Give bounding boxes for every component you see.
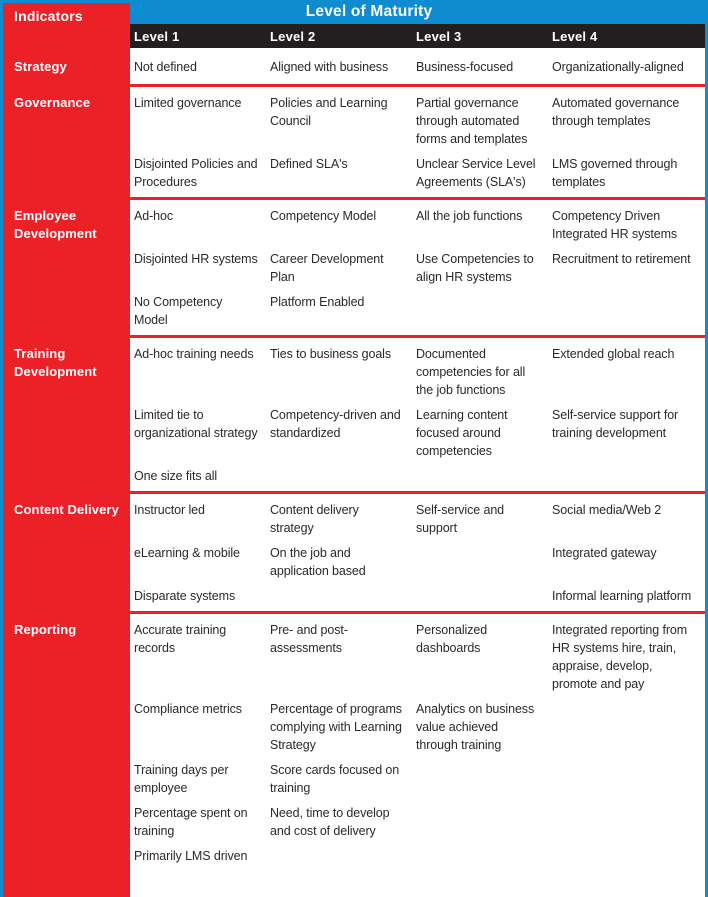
maturity-item: Policies and Learning Council [270, 96, 388, 128]
section-reporting [3, 614, 705, 897]
item-row [130, 293, 705, 329]
maturity-item: Training days per employee [134, 763, 229, 795]
maturity-item: Integrated gateway [552, 546, 657, 560]
maturity-item: Platform Enabled [270, 295, 365, 309]
main-content [3, 24, 705, 897]
maturity-item: Percentage spent on training [134, 806, 248, 838]
maturity-item: Use Competencies to align HR systems [416, 252, 534, 284]
maturity-item: Primarily LMS driven [134, 849, 248, 863]
maturity-item: Disjointed HR systems [134, 252, 258, 266]
maturity-item [548, 761, 705, 797]
item-row [130, 621, 705, 693]
maturity-item: Instructor led [134, 503, 205, 517]
level-label-1: Level 1 [134, 28, 180, 44]
maturity-item: Competency Model [270, 209, 377, 223]
section-items [130, 614, 705, 897]
indicator-label: Training Development [14, 346, 97, 379]
maturity-item: Disjointed Policies and Procedures [134, 157, 258, 189]
maturity-item [548, 467, 705, 485]
maturity-item: Ad-hoc [134, 209, 174, 223]
section-items [130, 494, 705, 614]
maturity-item: Disparate systems [134, 589, 236, 603]
maturity-item: Need, time to develop and cost of delivery [270, 806, 390, 838]
item-row [130, 250, 705, 286]
maturity-item: On the job and application based [270, 546, 366, 578]
maturity-item: Recruitment to retirement [552, 252, 691, 266]
maturity-item: Partial governance through automated forms and templates [416, 96, 528, 146]
section-training-development [3, 338, 705, 494]
maturity-item: All the job functions [416, 209, 523, 223]
maturity-item: Ad-hoc training needs [134, 347, 254, 361]
maturity-item: Limited tie to organizational strategy [134, 408, 258, 440]
maturity-title: Level of Maturity [305, 3, 433, 20]
indicators-heading: Indicators [14, 8, 83, 24]
section-items [130, 48, 705, 87]
section-items [130, 200, 705, 338]
maturity-item: Social media/Web 2 [552, 503, 662, 517]
maturity-item: Automated governance through templates [552, 96, 680, 128]
maturity-item: Score cards focused on training [270, 763, 400, 795]
maturity-item: Self-service support for training development [552, 408, 679, 440]
section-content-delivery [3, 494, 705, 614]
maturity-item: Competency Driven Integrated HR systems [552, 209, 678, 241]
maturity-item [266, 587, 412, 605]
item-row [130, 94, 705, 148]
level-header-bar [130, 24, 705, 48]
maturity-item: Limited governance [134, 96, 242, 110]
maturity-item: Accurate training records [134, 623, 227, 655]
maturity-item: Aligned with business [270, 60, 389, 74]
maturity-item: Organizationally-aligned [552, 60, 684, 74]
maturity-item: Defined SLA's [270, 157, 348, 171]
section-employee-development [3, 200, 705, 338]
indicator-label: Governance [14, 95, 91, 110]
maturity-item: eLearning & mobile [134, 546, 240, 560]
maturity-item [412, 587, 548, 605]
maturity-item: Percentage of programs complying with Learning Strategy [270, 702, 402, 752]
maturity-item [548, 293, 705, 329]
section-strategy [3, 48, 705, 87]
item-row [130, 207, 705, 243]
item-row [130, 501, 705, 537]
maturity-item: No Competency Model [134, 295, 223, 327]
maturity-item: Extended global reach [552, 347, 675, 361]
section-items [130, 338, 705, 494]
item-row [130, 406, 705, 460]
maturity-item [266, 847, 412, 865]
maturity-item [548, 700, 705, 754]
maturity-item: Documented competencies for all the job functions [416, 347, 526, 397]
maturity-item [412, 847, 548, 865]
maturity-item: Self-service and support [416, 503, 505, 535]
item-row [130, 544, 705, 580]
maturity-item: Personalized dashboards [416, 623, 488, 655]
item-row [130, 58, 705, 76]
item-row [130, 345, 705, 399]
maturity-item: One size fits all [134, 469, 218, 483]
indicator-label: Strategy [14, 59, 67, 74]
maturity-item: Ties to business goals [270, 347, 392, 361]
maturity-item: Unclear Service Level Agreements (SLA's) [416, 157, 536, 189]
maturity-item [548, 804, 705, 840]
maturity-item: Content delivery strategy [270, 503, 359, 535]
maturity-item [412, 804, 548, 840]
item-row [130, 587, 705, 605]
maturity-item [548, 847, 705, 865]
item-row [130, 155, 705, 191]
maturity-item: LMS governed through templates [552, 157, 678, 189]
level-label-2: Level 2 [270, 28, 316, 44]
item-row [130, 847, 705, 865]
maturity-item [266, 467, 412, 485]
maturity-item: Integrated reporting from HR systems hire, train, appraise, develop, promote and pay [552, 623, 688, 691]
item-row [130, 700, 705, 754]
maturity-item: Not defined [134, 60, 197, 74]
maturity-item: Career Development Plan [270, 252, 384, 284]
indicator-label: Content Delivery [14, 502, 119, 517]
maturity-item: Informal learning platform [552, 589, 692, 603]
section-items [130, 87, 705, 200]
maturity-item [412, 761, 548, 797]
maturity-item: Competency-driven and standardized [270, 408, 401, 440]
maturity-item: Learning content focused around competencies [416, 408, 508, 458]
level-label-3: Level 3 [416, 28, 462, 44]
maturity-item: Compliance metrics [134, 702, 242, 716]
maturity-item [412, 467, 548, 485]
indicator-label: Reporting [14, 622, 77, 637]
level-label-4: Level 4 [552, 28, 598, 44]
section-governance [3, 87, 705, 200]
item-row [130, 804, 705, 840]
maturity-item: Analytics on business value achieved through training [416, 702, 535, 752]
maturity-item [412, 293, 548, 329]
indicator-label: Employee Development [14, 208, 97, 241]
maturity-item [412, 544, 548, 580]
maturity-item: Business-focused [416, 60, 514, 74]
maturity-item: Pre- and post-assessments [270, 623, 348, 655]
item-row [130, 761, 705, 797]
item-row [130, 467, 705, 485]
